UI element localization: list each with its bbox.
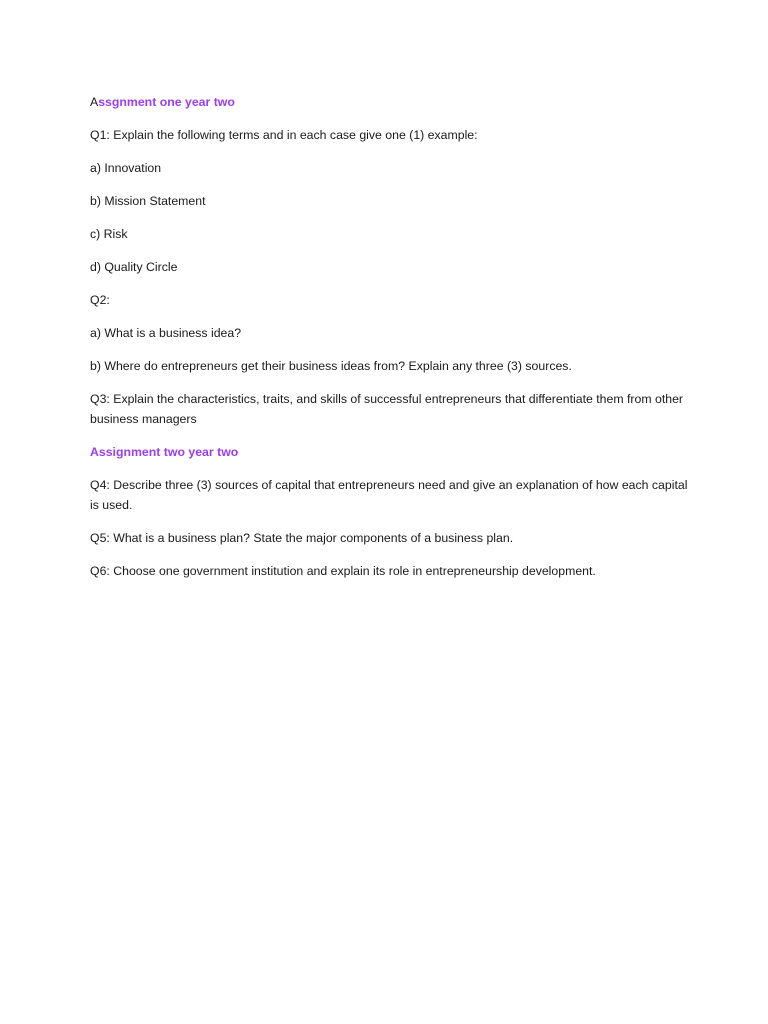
question-2-item-a: a) What is a business idea? xyxy=(90,326,242,340)
section-heading-assignment-two: Assignment two year two xyxy=(90,445,239,459)
heading-first-letter: A xyxy=(90,95,99,109)
question-6: Q6: Choose one government institution and explain its role in entrepreneurship development. xyxy=(90,564,596,578)
question-2-item-b: b) Where do entrepreneurs get their business ideas from? Explain any three (3) sources. xyxy=(90,359,572,373)
question-2: Q2: xyxy=(90,293,110,307)
question-4: Q4: Describe three (3) sources of capital that entrepreneurs need and give an explanation of how each capital is used. xyxy=(90,478,688,512)
heading-rest: ssgnment one year two xyxy=(98,95,235,109)
section-heading-assignment-one xyxy=(90,92,690,112)
question-1-item-d: d) Quality Circle xyxy=(90,260,178,274)
document-body xyxy=(90,92,690,594)
question-1-item-c: c) Risk xyxy=(90,227,128,241)
question-1: Q1: Explain the following terms and in each case give one (1) example: xyxy=(90,128,478,142)
question-5: Q5: What is a business plan? State the major components of a business plan. xyxy=(90,531,514,545)
question-3: Q3: Explain the characteristics, traits, and skills of successful entrepreneurs that differentiate them from other business managers xyxy=(90,392,684,426)
question-1-item-b: b) Mission Statement xyxy=(90,194,206,208)
question-1-item-a: a) Innovation xyxy=(90,161,162,175)
